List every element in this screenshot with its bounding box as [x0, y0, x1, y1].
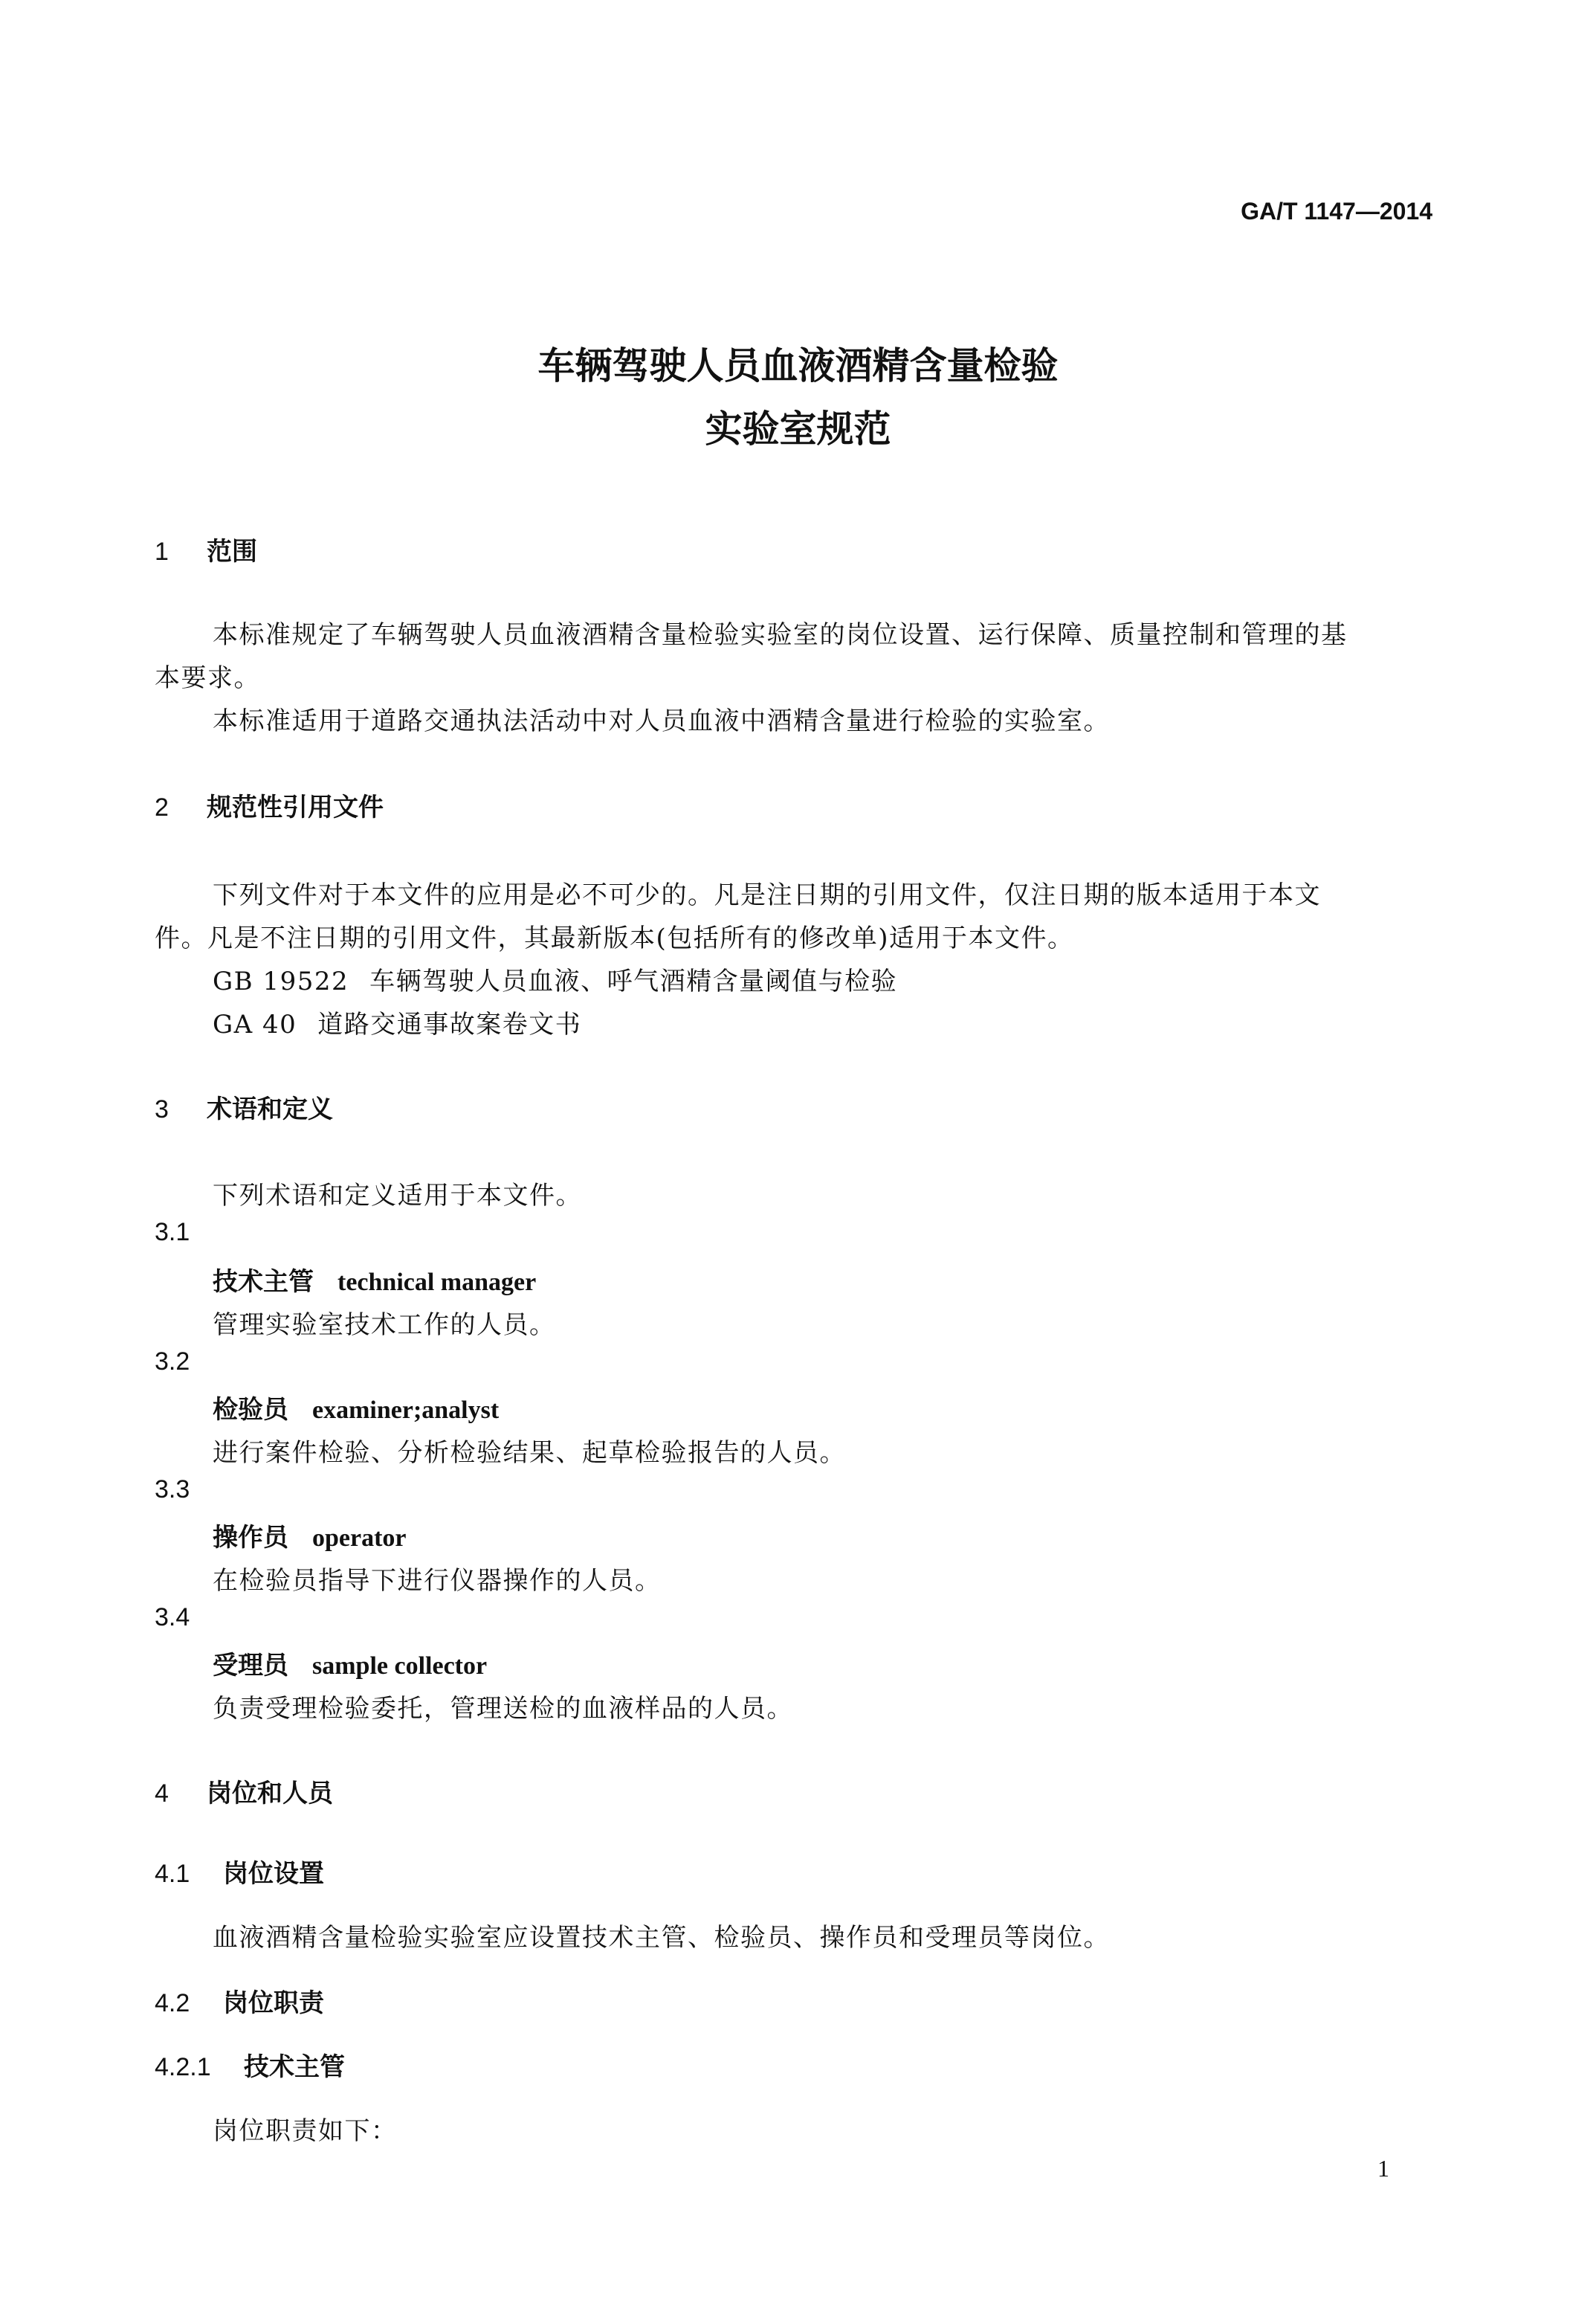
reference-title: 车辆驾驶人员血液、呼气酒精含量阈值与检验 [369, 967, 898, 996]
term-entry [213, 1517, 407, 1553]
document-title-line1: 车辆驾驶人员血液酒精含量检验 [537, 344, 1059, 387]
reference-code: GB 19522 [213, 967, 349, 996]
section-1-paragraph-cont: 本要求。 [155, 663, 260, 693]
normative-reference [213, 1004, 581, 1040]
term-number: 3.4 [155, 1603, 190, 1631]
section-number: 2 [155, 793, 169, 822]
section-2-paragraph-cont: 件。凡是不注日期的引用文件，其最新版本(包括所有的修改单)适用于本文件。 [155, 924, 1074, 953]
section-title: 术语和定义 [207, 1095, 333, 1124]
subsection-number: 4.2.1 [155, 2053, 211, 2081]
term-zh: 受理员 [213, 1651, 288, 1680]
term-definition: 在检验员指导下进行仪器操作的人员。 [213, 1566, 662, 1596]
section-4-heading [155, 1773, 333, 1809]
subsection-number: 4.1 [155, 1860, 190, 1888]
term-definition: 管理实验室技术工作的人员。 [213, 1310, 556, 1340]
subsection-4-2-1-paragraph: 岗位职责如下： [213, 2116, 398, 2146]
section-1-heading [155, 531, 257, 567]
section-title: 规范性引用文件 [207, 793, 384, 822]
section-1-scope-paragraph: 本标准适用于道路交通执法活动中对人员血液中酒精含量进行检验的实验室。 [213, 706, 1110, 736]
standard-code: GA/T 1147—2014 [1241, 198, 1432, 225]
term-entry [213, 1645, 487, 1681]
section-1-paragraph: 本标准规定了车辆驾驶人员血液酒精含量检验实验室的岗位设置、运行保障、质量控制和管理的基 [213, 620, 1348, 650]
subsection-title: 岗位职责 [223, 1988, 324, 2018]
subsection-title: 岗位设置 [223, 1859, 324, 1889]
term-zh: 操作员 [213, 1523, 288, 1553]
subsection-title: 技术主管 [244, 2052, 345, 2082]
section-number: 4 [155, 1779, 169, 1808]
normative-reference [213, 961, 897, 997]
term-definition: 进行案件检验、分析检验结果、起草检验报告的人员。 [213, 1438, 846, 1468]
term-en: technical manager [337, 1269, 537, 1296]
term-entry [213, 1261, 536, 1298]
section-3-intro: 下列术语和定义适用于本文件。 [213, 1181, 582, 1211]
term-number: 3.3 [155, 1475, 190, 1504]
section-3-heading [155, 1089, 333, 1125]
term-number: 3.2 [155, 1347, 190, 1376]
term-zh: 技术主管 [213, 1267, 314, 1297]
section-2-heading [155, 787, 384, 823]
page-number: 1 [1377, 2155, 1389, 2182]
term-en: examiner;analyst [312, 1396, 500, 1424]
section-title: 岗位和人员 [207, 1779, 333, 1808]
subsection-4-1-paragraph: 血液酒精含量检验实验室应设置技术主管、检验员、操作员和受理员等岗位。 [213, 1923, 1110, 1953]
term-zh: 检验员 [213, 1395, 288, 1425]
reference-code: GA 40 [213, 1010, 297, 1040]
section-title: 范围 [207, 537, 257, 567]
document-title-line2: 实验室规范 [705, 407, 891, 451]
term-number: 3.1 [155, 1218, 190, 1246]
term-en: sample collector [312, 1652, 488, 1680]
term-entry [213, 1389, 499, 1425]
section-2-paragraph: 下列文件对于本文件的应用是必不可少的。凡是注日期的引用文件，仅注日期的版本适用于本文 [213, 880, 1321, 910]
subsection-4-2-1-heading [155, 2046, 345, 2083]
subsection-number: 4.2 [155, 1989, 190, 2017]
reference-title: 道路交通事故案卷文书 [317, 1010, 582, 1040]
section-number: 3 [155, 1095, 169, 1124]
term-en: operator [312, 1524, 407, 1552]
section-number: 1 [155, 538, 169, 566]
subsection-4-1-heading [155, 1853, 324, 1889]
subsection-4-2-heading [155, 1982, 324, 2019]
term-definition: 负责受理检验委托，管理送检的血液样品的人员。 [213, 1694, 793, 1724]
